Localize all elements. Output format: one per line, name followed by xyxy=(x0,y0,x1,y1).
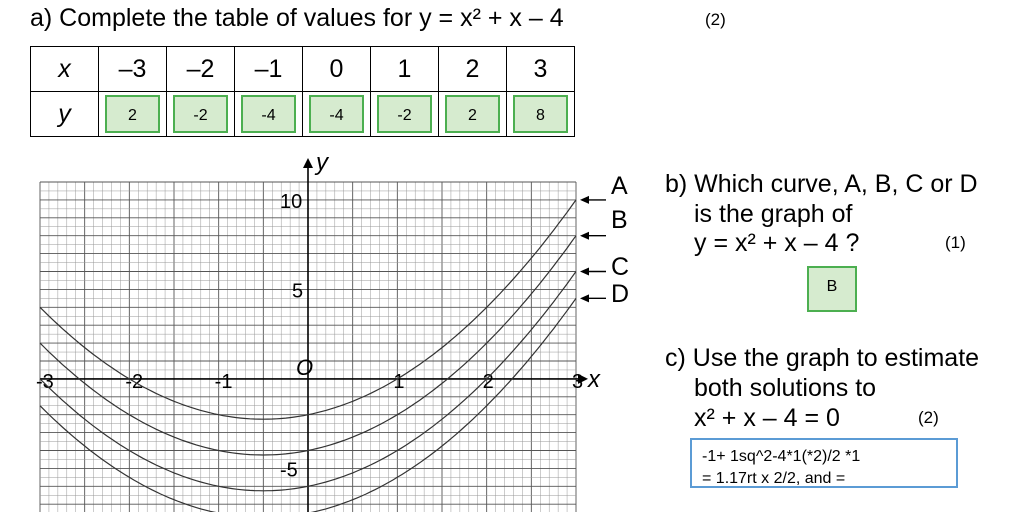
x-row-label: x xyxy=(31,47,99,92)
x-row xyxy=(31,47,575,92)
part-c-answer-textarea[interactable] xyxy=(690,438,958,488)
curve-pointer-head xyxy=(580,294,589,302)
part-b-line3: y = x² + x – 4 ? xyxy=(694,229,860,257)
table-of-values xyxy=(30,46,575,137)
part-b-line2: is the graph of xyxy=(694,200,853,228)
part-c-line1: c) Use the graph to estimate xyxy=(665,344,980,372)
x-tick-label: -3 xyxy=(36,370,54,393)
part-a-marks: (2) xyxy=(705,10,726,29)
x-value: –1 xyxy=(235,47,303,92)
part-b-line1: b) Which curve, A, B, C or D xyxy=(665,170,978,198)
y-row xyxy=(31,92,575,137)
y-tick-label: 10 xyxy=(280,190,303,213)
y-axis-label: y xyxy=(316,150,328,176)
curve-label-a: A xyxy=(611,172,628,200)
y-answer-input[interactable]: -2 xyxy=(377,95,432,133)
curve-label-c: C xyxy=(611,253,630,281)
x-value: 1 xyxy=(371,47,439,92)
y-answer-input[interactable]: -2 xyxy=(173,95,228,133)
x-value: –2 xyxy=(167,47,235,92)
y-tick-label: 5 xyxy=(292,280,304,303)
curve-label-b: B xyxy=(611,206,628,234)
part-c-line3: x² + x – 4 = 0 xyxy=(694,404,840,432)
x-tick-label: 2 xyxy=(482,370,494,393)
curve-pointer-head xyxy=(580,268,589,276)
x-tick-label: 1 xyxy=(393,370,405,393)
curve-label-d: D xyxy=(611,280,630,308)
origin-label: O xyxy=(296,354,314,380)
quadratic-graph xyxy=(0,150,650,512)
y-answer-input[interactable]: -4 xyxy=(309,95,364,133)
part-c-marks: (2) xyxy=(918,408,939,427)
y-answer-input[interactable]: 8 xyxy=(513,95,568,133)
x-value: –3 xyxy=(99,47,167,92)
x-tick-label: -2 xyxy=(125,370,144,393)
part-c-answer-line: = 1.17rt x 2/2, and = xyxy=(702,470,846,487)
part-a-question: a) Complete the table of values for y = x² + x – 4 xyxy=(30,4,564,32)
x-tick-label: 3 xyxy=(572,370,584,393)
part-b-answer-box[interactable]: B xyxy=(807,266,857,312)
x-value: 3 xyxy=(507,47,575,92)
part-c-line2: both solutions to xyxy=(694,374,877,402)
x-value: 2 xyxy=(439,47,507,92)
x-axis-label: x xyxy=(588,365,600,393)
curve-pointer-head xyxy=(580,196,589,204)
y-tick-label: -5 xyxy=(280,459,298,482)
part-c-answer-line: -1+ 1sq^2-4*1(*2)/2 *1 xyxy=(702,448,861,465)
y-answer-input[interactable]: 2 xyxy=(105,95,160,133)
x-value: 0 xyxy=(303,47,371,92)
y-axis-arrow xyxy=(303,158,313,168)
part-b-marks: (1) xyxy=(945,233,966,252)
y-row-label: y xyxy=(31,92,99,137)
y-answer-input[interactable]: -4 xyxy=(241,95,296,133)
curve-pointer-head xyxy=(580,232,589,240)
x-tick-label: -1 xyxy=(214,370,233,393)
y-answer-input[interactable]: 2 xyxy=(445,95,500,133)
